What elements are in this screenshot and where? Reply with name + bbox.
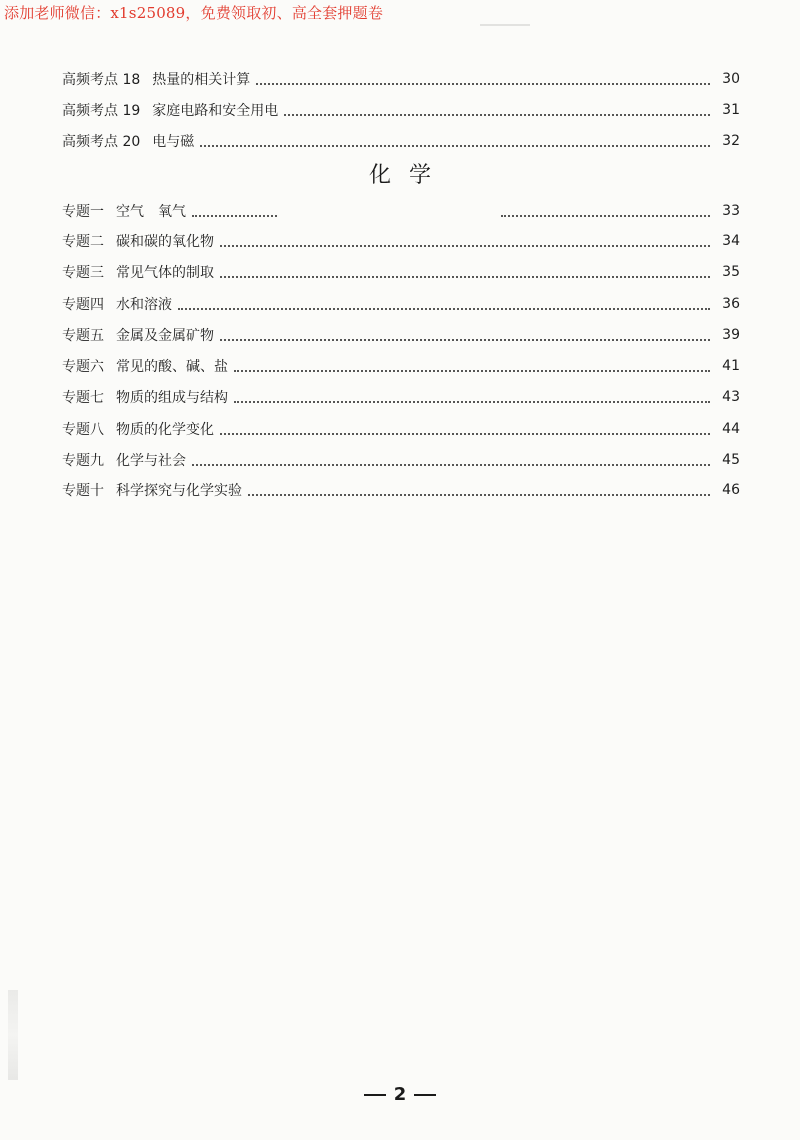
toc-entry-physics-20[interactable] xyxy=(62,130,740,152)
page-number-value: 2 xyxy=(393,1084,407,1105)
dot-leader xyxy=(178,308,710,310)
toc-entry-title: 金属及金属矿物 xyxy=(116,328,214,344)
dot-leader xyxy=(220,433,710,435)
toc-entry-page: 43 xyxy=(722,389,740,405)
toc-entry-title: 家庭电路和安全用电 xyxy=(152,103,279,119)
toc-entry-number: 专题二 xyxy=(62,234,104,250)
toc-entry-title: 电与磁 xyxy=(152,134,195,150)
toc-entry-physics-19[interactable] xyxy=(62,99,740,121)
dot-leader xyxy=(234,370,710,372)
dot-leader xyxy=(256,83,710,85)
toc-entry-chemistry-5[interactable] xyxy=(62,324,740,346)
toc-entry-page: 30 xyxy=(722,71,740,87)
toc-entry-page: 34 xyxy=(722,233,740,249)
toc-entry-chemistry-10[interactable] xyxy=(62,479,740,501)
dash-left xyxy=(364,1094,386,1096)
scan-artifact xyxy=(480,24,530,26)
toc-entry-number: 专题四 xyxy=(62,297,104,313)
toc-entry-number: 专题八 xyxy=(62,422,104,438)
toc-entry-page: 41 xyxy=(722,358,740,374)
toc-entry-page: 33 xyxy=(722,203,740,219)
toc-entry-number: 专题五 xyxy=(62,328,104,344)
toc-entry-page: 32 xyxy=(722,133,740,149)
page-number xyxy=(0,1084,800,1105)
toc-entry-title: 空气 氧气 xyxy=(116,204,186,220)
toc-entry-page: 39 xyxy=(722,327,740,343)
toc-entry-page: 35 xyxy=(722,264,740,280)
toc-entry-chemistry-2[interactable] xyxy=(62,230,740,252)
toc-entry-chemistry-4[interactable] xyxy=(62,293,740,315)
toc-entry-page: 36 xyxy=(722,296,740,312)
toc-entry-number: 高频考点 18 xyxy=(62,72,141,88)
toc-entry-title: 科学探究与化学实验 xyxy=(116,483,242,499)
toc-entry-title: 常见的酸、碱、盐 xyxy=(116,359,228,375)
section-heading-chemistry: 化学 xyxy=(368,163,449,188)
watermark-text: 添加老师微信：x1s25089，免费领取初、高全套押题卷 xyxy=(4,4,384,22)
dot-leader xyxy=(220,276,710,278)
toc-entry-number: 专题七 xyxy=(62,390,104,406)
toc-entry-page: 31 xyxy=(722,102,740,118)
dot-leader xyxy=(284,114,710,116)
dot-leader xyxy=(220,339,710,341)
dash-right xyxy=(414,1094,436,1096)
dot-leader xyxy=(192,464,710,466)
dot-leader xyxy=(234,401,710,403)
toc-entry-physics-18[interactable] xyxy=(62,68,740,90)
toc-entry-number: 专题六 xyxy=(62,359,104,375)
toc-entry-number: 专题一 xyxy=(62,204,104,220)
toc-entry-title: 碳和碳的氧化物 xyxy=(116,234,214,250)
toc-entry-chemistry-8[interactable] xyxy=(62,418,740,440)
toc-entry-number: 高频考点 19 xyxy=(62,103,141,119)
toc-entry-chemistry-6[interactable] xyxy=(62,355,740,377)
toc-entry-title: 化学与社会 xyxy=(116,453,186,469)
toc-entry-chemistry-9[interactable] xyxy=(62,449,740,471)
toc-entry-number: 专题三 xyxy=(62,265,104,281)
toc-entry-title: 水和溶液 xyxy=(116,297,172,313)
toc-entry-page: 45 xyxy=(722,452,740,468)
toc-entry-title: 物质的化学变化 xyxy=(116,422,214,438)
dot-leader xyxy=(220,245,710,247)
toc-entry-title: 热量的相关计算 xyxy=(152,72,251,88)
dot-leader xyxy=(248,494,710,496)
toc-entry-chemistry-3[interactable] xyxy=(62,261,740,283)
toc-entry-title: 物质的组成与结构 xyxy=(116,390,228,406)
toc-entry-chemistry-1[interactable] xyxy=(62,200,740,222)
dot-leader xyxy=(200,145,710,147)
toc-entry-page: 44 xyxy=(722,421,740,437)
toc-entry-title: 常见气体的制取 xyxy=(116,265,214,281)
toc-entry-number: 高频考点 20 xyxy=(62,134,141,150)
toc-entry-page: 46 xyxy=(722,482,740,498)
toc-entry-number: 专题十 xyxy=(62,483,104,499)
scan-artifact xyxy=(8,990,18,1080)
toc-entry-number: 专题九 xyxy=(62,453,104,469)
toc-entry-chemistry-7[interactable] xyxy=(62,386,740,408)
